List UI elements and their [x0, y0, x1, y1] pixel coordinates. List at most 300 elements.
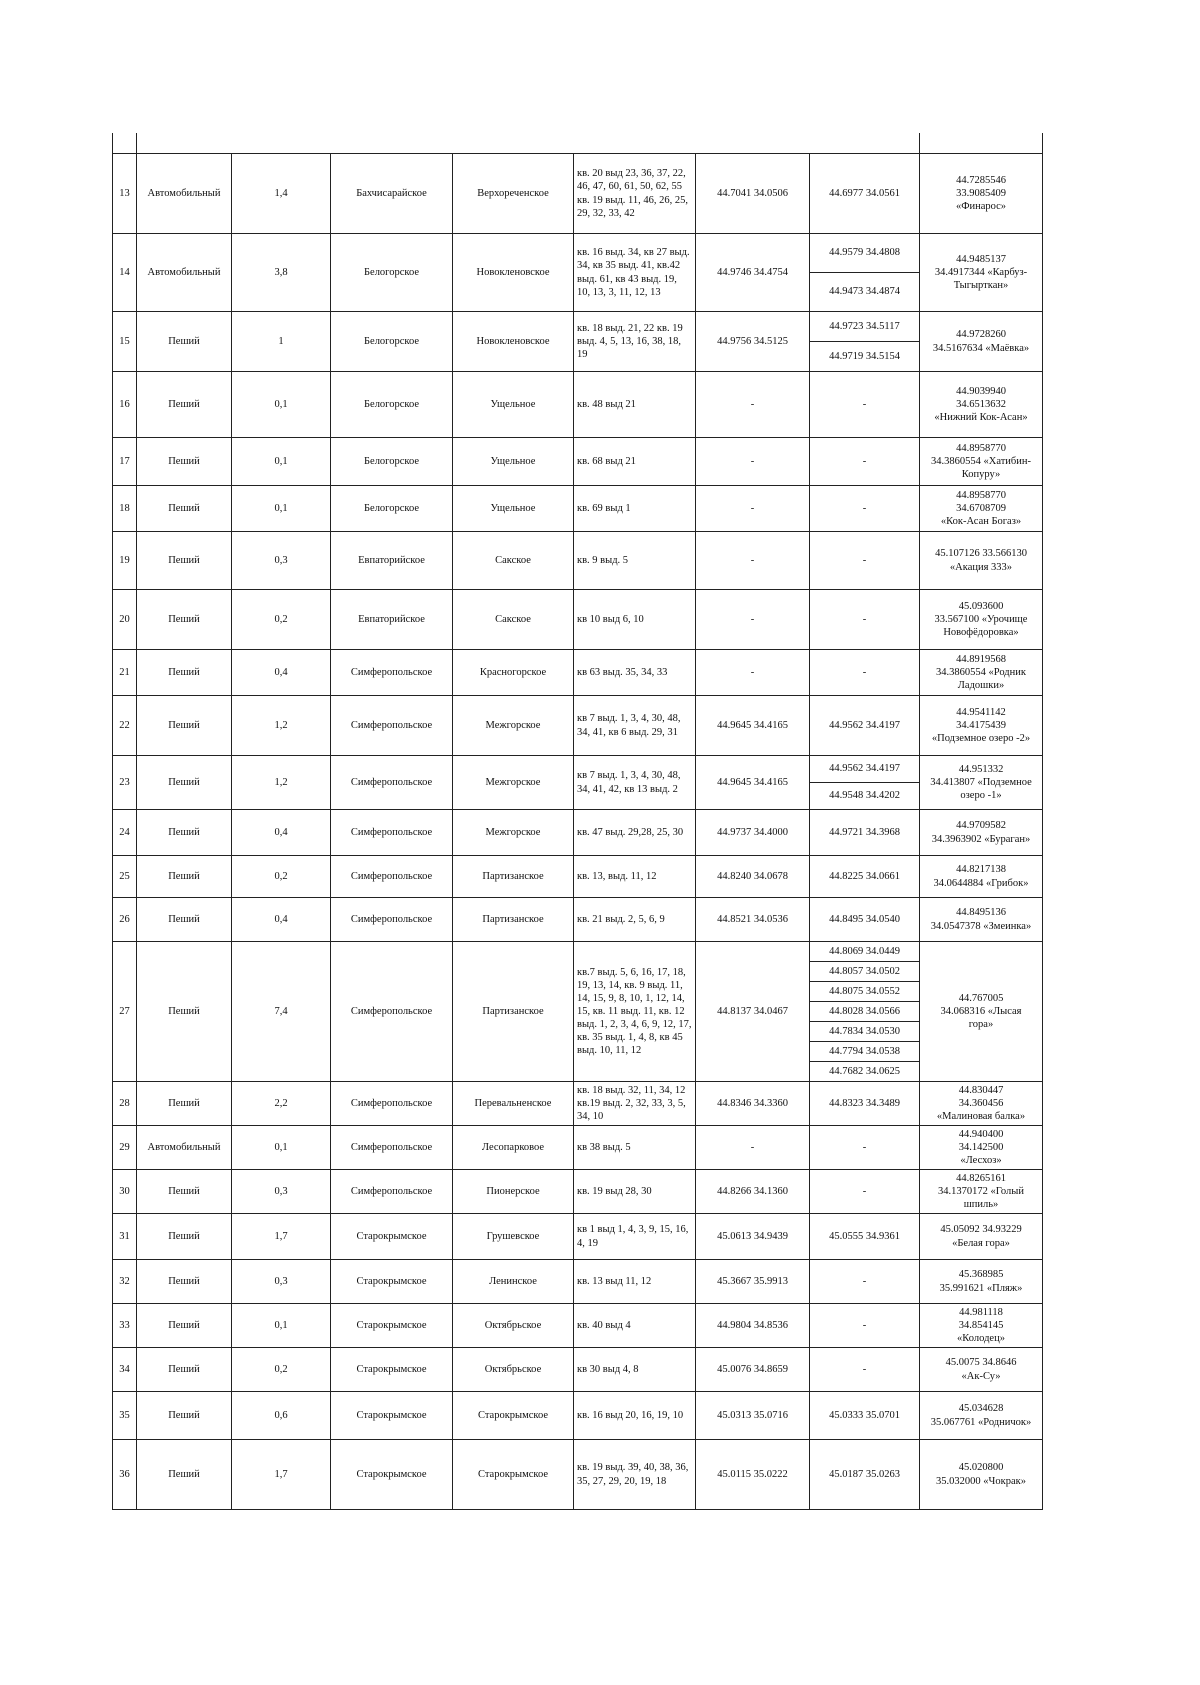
table-row [113, 898, 1043, 942]
object-line: 44.767005 [958, 992, 1004, 1004]
object-line: 45.368985 [958, 1269, 1004, 1281]
end-coordinates: - [810, 486, 920, 532]
row-number: 20 [113, 590, 137, 650]
row-number: 19 [113, 532, 137, 590]
district-forestry: Бахчисарайское [331, 154, 453, 234]
route-length: 0,1 [232, 438, 331, 486]
object-line: озеро -1» [960, 790, 1002, 802]
object-line: 34.5167634 «Маёвка» [932, 342, 1030, 354]
route-type: Пеший [137, 650, 232, 696]
route-type: Пеший [137, 372, 232, 438]
row-number: 15 [113, 312, 137, 372]
district-forestry: Симферопольское [331, 856, 453, 898]
end-coordinates: 44.8495 34.0540 [810, 898, 920, 942]
table-row [113, 756, 1043, 783]
district-forestry: Старокрымское [331, 1304, 453, 1348]
table-row [113, 1260, 1043, 1304]
object-cell [920, 650, 1043, 696]
row-number: 30 [113, 1170, 137, 1214]
row-number: 33 [113, 1304, 137, 1348]
district-forestry: Старокрымское [331, 1440, 453, 1510]
start-coordinates: 44.9737 34.4000 [696, 810, 810, 856]
start-coordinates: 45.0613 34.9439 [696, 1214, 810, 1260]
forestry-unit: Верхореченское [453, 154, 574, 234]
end-coordinates: 44.8057 34.0502 [810, 962, 920, 982]
quarters: кв 63 выд. 35, 34, 33 [574, 650, 696, 696]
row-number: 23 [113, 756, 137, 810]
route-length: 0,4 [232, 650, 331, 696]
route-length: 0,1 [232, 1126, 331, 1170]
route-length: 1 [232, 312, 331, 372]
object-line: Тыгырткан» [953, 280, 1009, 292]
quarters: кв. 13 выд 11, 12 [574, 1260, 696, 1304]
table-row [113, 810, 1043, 856]
forestry-unit: Красногорское [453, 650, 574, 696]
end-coordinates: - [810, 532, 920, 590]
forestry-unit: Пионерское [453, 1170, 574, 1214]
district-forestry: Симферопольское [331, 1170, 453, 1214]
start-coordinates: 44.9804 34.8536 [696, 1304, 810, 1348]
forestry-unit: Перевальненское [453, 1082, 574, 1126]
object-line: 34.413807 «Подземное [930, 776, 1032, 788]
end-coordinates: 44.9723 34.5117 [810, 312, 920, 342]
end-coordinates: 44.7682 34.0625 [810, 1062, 920, 1082]
route-type: Автомобильный [137, 1126, 232, 1170]
end-coordinates: 44.8075 34.0552 [810, 982, 920, 1002]
row-number: 22 [113, 696, 137, 756]
route-length: 0,1 [232, 1304, 331, 1348]
object-line: Копуру» [961, 469, 1001, 481]
end-coordinates: 44.7834 34.0530 [810, 1022, 920, 1042]
quarters: кв. 47 выд. 29,28, 25, 30 [574, 810, 696, 856]
object-line: 44.830447 [958, 1084, 1004, 1096]
start-coordinates: 44.9645 34.4165 [696, 756, 810, 810]
object-line: 34.4917344 «Карбуз- [934, 266, 1028, 278]
object-line: 44.7285546 [956, 174, 1006, 186]
forestry-unit: Межгорское [453, 756, 574, 810]
district-forestry: Симферопольское [331, 810, 453, 856]
route-type: Автомобильный [137, 154, 232, 234]
district-forestry: Евпаторийское [331, 532, 453, 590]
row-number: 31 [113, 1214, 137, 1260]
table-row [113, 1440, 1043, 1510]
route-length: 7,4 [232, 942, 331, 1082]
district-forestry: Старокрымское [331, 1214, 453, 1260]
route-length: 1,2 [232, 756, 331, 810]
object-cell [920, 942, 1043, 1082]
object-line: 45.034628 [958, 1403, 1004, 1415]
object-line: «Акация 333» [949, 561, 1013, 573]
quarters: кв.7 выд. 5, 6, 16, 17, 18, 19, 13, 14, кв. 9 выд. 11, 14, 15, 9, 8, 10, 1, 12, 14, 15, кв. 11 выд. 11, кв. 12 выд. 1, 2, 3, 4, 6, 9, 12, 17, кв. 35 выд. 1, 4, 8, кв 45 выд. 10, 11, 12 [574, 942, 696, 1082]
route-type: Пеший [137, 942, 232, 1082]
district-forestry: Симферопольское [331, 1082, 453, 1126]
route-type: Пеший [137, 696, 232, 756]
end-coordinates: - [810, 1348, 920, 1392]
end-coordinates: 44.8028 34.0566 [810, 1002, 920, 1022]
row-number: 25 [113, 856, 137, 898]
object-line: 45.0075 34.8646 [945, 1357, 1017, 1369]
route-length: 0,3 [232, 1170, 331, 1214]
object-line: 35.032000 «Чокрак» [936, 1475, 1026, 1487]
object-line: «Лесхоз» [960, 1155, 1002, 1167]
object-line: 35.067761 «Родничок» [930, 1416, 1032, 1428]
row-number: 29 [113, 1126, 137, 1170]
route-type: Пеший [137, 856, 232, 898]
forestry-unit: Ущельное [453, 486, 574, 532]
object-line: 45.093600 [958, 600, 1004, 612]
start-coordinates: - [696, 438, 810, 486]
route-length: 0,3 [232, 532, 331, 590]
forestry-unit: Партизанское [453, 856, 574, 898]
end-coordinates: 44.9473 34.4874 [810, 273, 920, 312]
start-coordinates: 44.8266 34.1360 [696, 1170, 810, 1214]
table-row [113, 1082, 1043, 1126]
object-line: «Подземное озеро -2» [931, 733, 1031, 745]
end-coordinates: - [810, 1126, 920, 1170]
start-coordinates: 44.8137 34.0467 [696, 942, 810, 1082]
route-length: 0,2 [232, 590, 331, 650]
route-type: Пеший [137, 756, 232, 810]
row-number: 14 [113, 234, 137, 312]
quarters: кв. 16 выд. 34, кв 27 выд. 34, кв 35 выд. 41, кв.42 выд. 61, кв 43 выд. 19, 10, 13, 3, 11, 12, 13 [574, 234, 696, 312]
route-type: Пеший [137, 438, 232, 486]
end-coordinates: 44.7794 34.0538 [810, 1042, 920, 1062]
object-line: «Финарос» [955, 201, 1007, 213]
district-forestry: Старокрымское [331, 1260, 453, 1304]
forestry-unit: Грушевское [453, 1214, 574, 1260]
end-coordinates: - [810, 1304, 920, 1348]
end-coordinates: 44.8225 34.0661 [810, 856, 920, 898]
end-coordinates: 45.0187 35.0263 [810, 1440, 920, 1510]
start-coordinates: 44.9756 34.5125 [696, 312, 810, 372]
object-cell [920, 1170, 1043, 1214]
forestry-unit: Сакское [453, 590, 574, 650]
end-coordinates: 44.9579 34.4808 [810, 234, 920, 273]
route-length: 0,2 [232, 856, 331, 898]
district-forestry: Белогорское [331, 372, 453, 438]
row-number: 16 [113, 372, 137, 438]
end-coordinates: - [810, 590, 920, 650]
trail-table [112, 133, 1043, 1510]
table-row [113, 650, 1043, 696]
object-line: 33.567100 «Урочище [934, 613, 1028, 625]
forestry-unit: Партизанское [453, 898, 574, 942]
route-length: 1,4 [232, 154, 331, 234]
row-number: 17 [113, 438, 137, 486]
forestry-unit: Ленинское [453, 1260, 574, 1304]
object-cell [920, 696, 1043, 756]
object-line: 34.1370172 «Голый [938, 1185, 1024, 1197]
object-line: 44.9541142 [956, 706, 1006, 718]
route-type: Пеший [137, 1260, 232, 1304]
quarters: кв. 69 выд 1 [574, 486, 696, 532]
start-coordinates: 44.8240 34.0678 [696, 856, 810, 898]
route-type: Пеший [137, 810, 232, 856]
table-row [113, 234, 1043, 273]
route-type: Пеший [137, 486, 232, 532]
object-cell [920, 1214, 1043, 1260]
object-cell [920, 372, 1043, 438]
row-number: 28 [113, 1082, 137, 1126]
route-length: 3,8 [232, 234, 331, 312]
quarters: кв 10 выд 6, 10 [574, 590, 696, 650]
table-row [113, 1126, 1043, 1170]
end-coordinates: 44.9548 34.4202 [810, 783, 920, 810]
row-number: 27 [113, 942, 137, 1082]
route-type: Пеший [137, 1170, 232, 1214]
end-coordinates: 44.9562 34.4197 [810, 696, 920, 756]
start-coordinates: 44.8521 34.0536 [696, 898, 810, 942]
table-row [113, 372, 1043, 438]
start-coordinates: - [696, 532, 810, 590]
end-coordinates: 44.9719 34.5154 [810, 342, 920, 372]
quarters: кв. 21 выд. 2, 5, 6, 9 [574, 898, 696, 942]
table-row [113, 696, 1043, 756]
object-line: 34.068316 «Лысая [940, 1005, 1022, 1017]
object-line: 44.8919568 [956, 653, 1006, 665]
quarters: кв. 19 выд. 39, 40, 38, 36, 35, 27, 29, 20, 19, 18 [574, 1440, 696, 1510]
object-line: 34.3860554 «Хатибин- [930, 455, 1031, 467]
object-cell [920, 486, 1043, 532]
object-line: 45.107126 33.566130 [935, 548, 1027, 560]
table-row [113, 438, 1043, 486]
object-cell [920, 1440, 1043, 1510]
end-coordinates: - [810, 438, 920, 486]
end-coordinates: 44.9562 34.4197 [810, 756, 920, 783]
object-line: «Ак-Су» [961, 1370, 1001, 1382]
start-coordinates: 44.9645 34.4165 [696, 696, 810, 756]
object-line: 33.9085409 [956, 187, 1006, 199]
start-coordinates: - [696, 1126, 810, 1170]
district-forestry: Симферопольское [331, 696, 453, 756]
quarters: кв 1 выд 1, 4, 3, 9, 15, 16, 4, 19 [574, 1214, 696, 1260]
quarters: кв 38 выд. 5 [574, 1126, 696, 1170]
object-line: «Белая гора» [952, 1237, 1010, 1249]
object-cell [920, 1348, 1043, 1392]
object-cell [920, 856, 1043, 898]
start-coordinates: - [696, 590, 810, 650]
district-forestry: Старокрымское [331, 1348, 453, 1392]
forestry-unit: Новокленовское [453, 312, 574, 372]
quarters: кв. 18 выд. 21, 22 кв. 19 выд. 4, 5, 13, 16, 38, 18, 19 [574, 312, 696, 372]
forestry-unit: Ущельное [453, 372, 574, 438]
object-line: 34.4175439 [956, 719, 1006, 731]
forestry-unit: Октябрьское [453, 1304, 574, 1348]
table-row [113, 942, 1043, 962]
object-line: 45.020800 [958, 1462, 1004, 1474]
quarters: кв. 19 выд 28, 30 [574, 1170, 696, 1214]
object-cell [920, 234, 1043, 312]
route-type: Пеший [137, 1348, 232, 1392]
start-coordinates: - [696, 650, 810, 696]
object-cell [920, 756, 1043, 810]
start-coordinates: 44.9746 34.4754 [696, 234, 810, 312]
object-cell [920, 1082, 1043, 1126]
quarters: кв. 13, выд. 11, 12 [574, 856, 696, 898]
route-length: 1,7 [232, 1440, 331, 1510]
row-number: 26 [113, 898, 137, 942]
row-number: 34 [113, 1348, 137, 1392]
object-line: 44.9039940 [956, 385, 1006, 397]
object-line: 45.05092 34.93229 [940, 1224, 1022, 1236]
route-type: Пеший [137, 312, 232, 372]
object-line: 44.9728260 [956, 329, 1006, 341]
object-line: 34.142500 [958, 1141, 1004, 1153]
end-coordinates: 44.9721 34.3968 [810, 810, 920, 856]
object-line: 34.6513632 [956, 398, 1006, 410]
start-coordinates: - [696, 372, 810, 438]
forestry-unit: Старокрымское [453, 1392, 574, 1440]
route-type: Пеший [137, 1440, 232, 1510]
object-line: 44.981118 [959, 1306, 1003, 1318]
object-line: 44.8217138 [956, 864, 1006, 876]
table-row [113, 312, 1043, 342]
district-forestry: Старокрымское [331, 1392, 453, 1440]
object-line: 34.0644884 «Грибок» [933, 877, 1029, 889]
district-forestry: Симферопольское [331, 898, 453, 942]
object-line: 44.940400 [958, 1128, 1004, 1140]
object-line: «Кок-Асан Богаз» [940, 516, 1022, 528]
object-line: Ладошки» [957, 680, 1005, 692]
row-number: 24 [113, 810, 137, 856]
start-coordinates: 45.0076 34.8659 [696, 1348, 810, 1392]
forestry-unit: Межгорское [453, 810, 574, 856]
object-cell [920, 154, 1043, 234]
object-cell [920, 1392, 1043, 1440]
route-length: 1,7 [232, 1214, 331, 1260]
start-coordinates: - [696, 486, 810, 532]
start-coordinates: 45.0313 35.0716 [696, 1392, 810, 1440]
end-coordinates: - [810, 1260, 920, 1304]
quarters: кв. 20 выд 23, 36, 37, 22, 46, 47, 60, 61, 50, 62, 55 кв. 19 выд. 11, 46, 26, 25, 29, 32, 33, 42 [574, 154, 696, 234]
row-number: 35 [113, 1392, 137, 1440]
forestry-unit: Партизанское [453, 942, 574, 1082]
object-cell [920, 898, 1043, 942]
object-line: 34.854145 [958, 1319, 1004, 1331]
district-forestry: Белогорское [331, 438, 453, 486]
end-coordinates: - [810, 372, 920, 438]
object-line: 34.3963902 «Бураган» [931, 833, 1031, 845]
object-line: гора» [968, 1019, 994, 1031]
table-row [113, 1304, 1043, 1348]
object-line: 34.6708709 [956, 502, 1006, 514]
end-coordinates: - [810, 1170, 920, 1214]
table-row [113, 154, 1043, 234]
object-line: 44.8265161 [956, 1172, 1006, 1184]
quarters: кв. 9 выд. 5 [574, 532, 696, 590]
route-length: 0,3 [232, 1260, 331, 1304]
quarters: кв 7 выд. 1, 3, 4, 30, 48, 34, 41, кв 6 выд. 29, 31 [574, 696, 696, 756]
object-line: 34.3860554 «Родник [936, 666, 1026, 678]
table-row [113, 1392, 1043, 1440]
table-row [113, 590, 1043, 650]
route-length: 0,6 [232, 1392, 331, 1440]
end-coordinates: 44.8069 34.0449 [810, 942, 920, 962]
forestry-unit: Старокрымское [453, 1440, 574, 1510]
route-length: 0,4 [232, 898, 331, 942]
object-line: 44.8958770 [956, 442, 1006, 454]
end-coordinates: 44.8323 34.3489 [810, 1082, 920, 1126]
route-length: 0,1 [232, 372, 331, 438]
route-type: Пеший [137, 1082, 232, 1126]
row-number: 36 [113, 1440, 137, 1510]
start-coordinates: 44.8346 34.3360 [696, 1082, 810, 1126]
end-coordinates: 44.6977 34.0561 [810, 154, 920, 234]
route-type: Пеший [137, 590, 232, 650]
route-type: Автомобильный [137, 234, 232, 312]
object-line: 44.8495136 [956, 907, 1006, 919]
row-number: 21 [113, 650, 137, 696]
route-type: Пеший [137, 1214, 232, 1260]
end-coordinates: 45.0333 35.0701 [810, 1392, 920, 1440]
table-row [113, 532, 1043, 590]
table-header-stub [113, 133, 1043, 154]
route-type: Пеший [137, 1304, 232, 1348]
end-coordinates: - [810, 650, 920, 696]
route-length: 0,4 [232, 810, 331, 856]
quarters: кв. 48 выд 21 [574, 372, 696, 438]
object-line: 34.360456 [958, 1097, 1004, 1109]
object-cell [920, 532, 1043, 590]
forestry-unit: Новокленовское [453, 234, 574, 312]
district-forestry: Симферопольское [331, 942, 453, 1082]
object-line: «Нижний Кок-Асан» [934, 412, 1028, 424]
route-type: Пеший [137, 898, 232, 942]
quarters: кв 30 выд 4, 8 [574, 1348, 696, 1392]
district-forestry: Симферопольское [331, 1126, 453, 1170]
table-row [113, 1348, 1043, 1392]
row-number: 32 [113, 1260, 137, 1304]
route-length: 0,1 [232, 486, 331, 532]
table-row [113, 1170, 1043, 1214]
table-row [113, 486, 1043, 532]
route-length: 2,2 [232, 1082, 331, 1126]
object-line: 44.8958770 [956, 489, 1006, 501]
quarters: кв 7 выд. 1, 3, 4, 30, 48, 34, 41, 42, кв 13 выд. 2 [574, 756, 696, 810]
forestry-unit: Сакское [453, 532, 574, 590]
object-line: 44.9709582 [956, 820, 1006, 832]
end-coordinates: 45.0555 34.9361 [810, 1214, 920, 1260]
object-line: 34.0547378 «Змеинка» [930, 920, 1032, 932]
quarters: кв. 16 выд 20, 16, 19, 10 [574, 1392, 696, 1440]
forestry-unit: Ущельное [453, 438, 574, 486]
route-length: 1,2 [232, 696, 331, 756]
object-cell [920, 438, 1043, 486]
district-forestry: Белогорское [331, 234, 453, 312]
quarters: кв. 18 выд. 32, 11, 34, 12 кв.19 выд. 2, 32, 33, 3, 5, 34, 10 [574, 1082, 696, 1126]
quarters: кв. 40 выд 4 [574, 1304, 696, 1348]
object-cell [920, 810, 1043, 856]
district-forestry: Белогорское [331, 486, 453, 532]
forestry-unit: Лесопарковое [453, 1126, 574, 1170]
object-line: «Колодец» [957, 1333, 1005, 1345]
object-cell [920, 590, 1043, 650]
district-forestry: Евпаторийское [331, 590, 453, 650]
route-type: Пеший [137, 532, 232, 590]
row-number: 13 [113, 154, 137, 234]
start-coordinates: 44.7041 34.0506 [696, 154, 810, 234]
object-line: Новофёдоровка» [943, 627, 1019, 639]
district-forestry: Белогорское [331, 312, 453, 372]
object-cell [920, 312, 1043, 372]
row-number: 18 [113, 486, 137, 532]
object-line: 35.991621 «Пляж» [939, 1282, 1023, 1294]
object-cell [920, 1304, 1043, 1348]
quarters: кв. 68 выд 21 [574, 438, 696, 486]
route-type: Пеший [137, 1392, 232, 1440]
table-row [113, 1214, 1043, 1260]
object-line: шпиль» [963, 1199, 999, 1211]
